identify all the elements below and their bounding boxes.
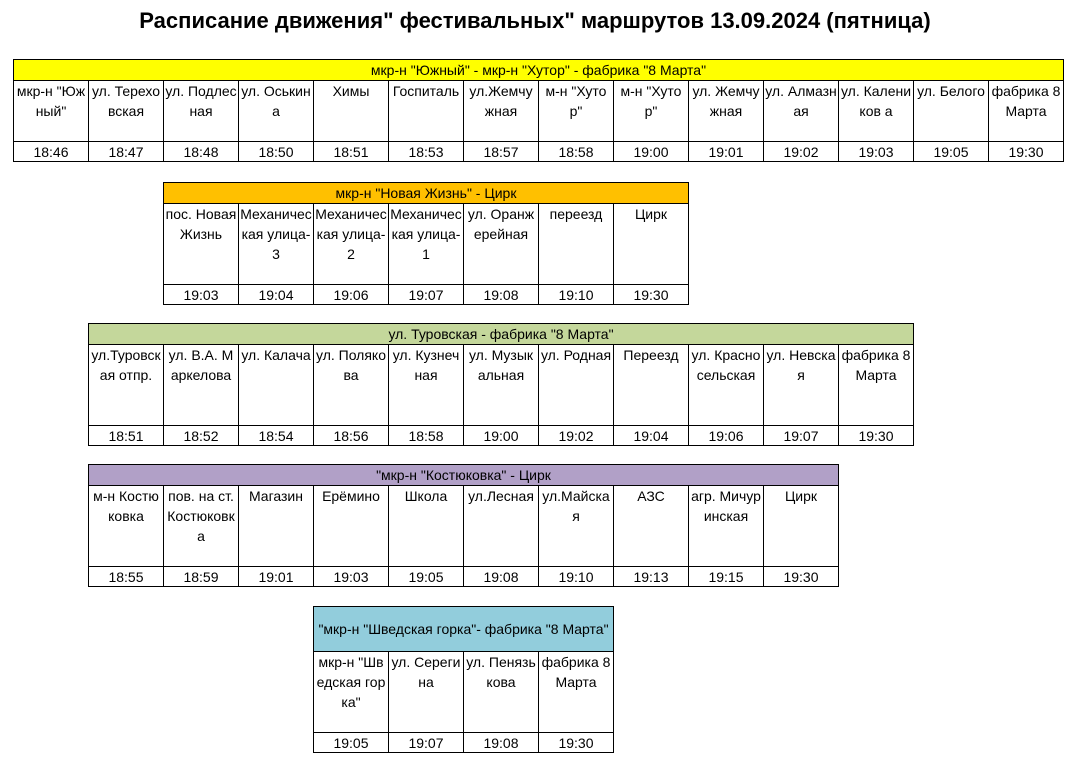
route-table-novaya-zhizn-circus — [163, 182, 689, 305]
departure-time: 18:58 — [539, 142, 614, 162]
departure-time: 19:30 — [539, 733, 614, 753]
stop-name: агр. Мичуринская — [689, 486, 764, 567]
departure-time: 18:51 — [89, 426, 164, 446]
route-table-yuzhny-khutor — [13, 59, 1064, 162]
departure-time: 19:01 — [239, 567, 314, 587]
stop-name: Цирк — [764, 486, 839, 567]
departure-time: 19:04 — [614, 426, 689, 446]
stop-name: ул. Калеников а — [839, 81, 914, 142]
departure-time: 18:50 — [239, 142, 314, 162]
route-header: "мкр-н "Костюковка" - Цирк — [89, 465, 839, 486]
departure-time: 19:30 — [839, 426, 914, 446]
departure-time: 19:02 — [539, 426, 614, 446]
departure-time: 19:30 — [989, 142, 1064, 162]
stop-name: ул. Тереховская — [89, 81, 164, 142]
departure-time: 19:06 — [689, 426, 764, 446]
stop-name: ул. Невская — [764, 345, 839, 426]
departure-time: 18:48 — [164, 142, 239, 162]
stop-name: ул. Алмазная — [764, 81, 839, 142]
stop-name: Механическая улица-3 — [239, 204, 314, 285]
stop-name: мкр-н "Шведская горка" — [314, 652, 389, 733]
route-header: мкр-н "Южный" - мкр-н "Хутор" - фабрика "8 Марта" — [14, 60, 1064, 81]
stop-name: ул. В.А. Маркелова — [164, 345, 239, 426]
stop-name: фабрика 8 Марта — [539, 652, 614, 733]
route-table-turovskaya-factory — [88, 323, 914, 446]
departure-time: 19:10 — [539, 567, 614, 587]
stop-name: ул. Полякова — [314, 345, 389, 426]
stop-name: Цирк — [614, 204, 689, 285]
stop-name: фабрика 8 Марта — [839, 345, 914, 426]
stop-name: ул. Подлесная — [164, 81, 239, 142]
stop-name: пос. Новая Жизнь — [164, 204, 239, 285]
stop-name: переезд — [539, 204, 614, 285]
departure-time: 19:07 — [389, 733, 464, 753]
departure-time: 19:08 — [464, 567, 539, 587]
stop-name: Переезд — [614, 345, 689, 426]
departure-time: 19:00 — [614, 142, 689, 162]
departure-time: 19:13 — [614, 567, 689, 587]
departure-time: 19:00 — [464, 426, 539, 446]
stop-name: ул. Серегина — [389, 652, 464, 733]
departure-time: 19:30 — [764, 567, 839, 587]
stop-name: Госпиталь — [389, 81, 464, 142]
departure-time: 18:58 — [389, 426, 464, 446]
stop-name: фабрика 8 Марта — [989, 81, 1064, 142]
stop-name: Магазин — [239, 486, 314, 567]
stop-name: Ерёмино — [314, 486, 389, 567]
departure-time: 19:03 — [164, 285, 239, 305]
departure-time: 18:52 — [164, 426, 239, 446]
departure-time: 18:57 — [464, 142, 539, 162]
stop-name: ул. Музыкальная — [464, 345, 539, 426]
departure-time: 19:08 — [464, 733, 539, 753]
departure-time: 18:47 — [89, 142, 164, 162]
departure-time: 19:06 — [314, 285, 389, 305]
departure-time: 18:54 — [239, 426, 314, 446]
departure-time: 19:03 — [314, 567, 389, 587]
stop-name: АЗС — [614, 486, 689, 567]
departure-time: 19:07 — [389, 285, 464, 305]
departure-time: 19:04 — [239, 285, 314, 305]
route-header: мкр-н "Новая Жизнь" - Цирк — [164, 183, 689, 204]
departure-time: 19:01 — [689, 142, 764, 162]
departure-time: 18:46 — [14, 142, 89, 162]
stop-name: м-н "Хутор" — [539, 81, 614, 142]
route-header: ул. Туровская - фабрика "8 Марта" — [89, 324, 914, 345]
departure-time: 19:03 — [839, 142, 914, 162]
route-table-kostyukovka-circus — [88, 464, 839, 587]
stop-name: ул. Жемчужная — [689, 81, 764, 142]
departure-time: 19:07 — [764, 426, 839, 446]
stop-name: мкр-н "Южный" — [14, 81, 89, 142]
departure-time: 19:10 — [539, 285, 614, 305]
departure-time: 19:15 — [689, 567, 764, 587]
departure-time: 19:05 — [914, 142, 989, 162]
stop-name: ул. Родная — [539, 345, 614, 426]
departure-time: 18:53 — [389, 142, 464, 162]
departure-time: 19:30 — [614, 285, 689, 305]
departure-time: 19:02 — [764, 142, 839, 162]
route-header: "мкр-н "Шведская горка"- фабрика "8 Марта" — [314, 607, 614, 652]
stop-name: ул.Майская — [539, 486, 614, 567]
stop-name: ул. Калача — [239, 345, 314, 426]
stop-name: ул. Красносельская — [689, 345, 764, 426]
stop-name: пов. на ст.Костюковка — [164, 486, 239, 567]
stop-name: м-н "Хутор" — [614, 81, 689, 142]
departure-time: 18:59 — [164, 567, 239, 587]
departure-time: 19:08 — [464, 285, 539, 305]
stop-name: ул. Кузнечная — [389, 345, 464, 426]
stop-name: Школа — [389, 486, 464, 567]
stop-name: ул.Лесная — [464, 486, 539, 567]
stop-name: м-н Костюковка — [89, 486, 164, 567]
stop-name: ул. Белого — [914, 81, 989, 142]
stop-name: ул. Оськина — [239, 81, 314, 142]
stop-name: Механическая улица-1 — [389, 204, 464, 285]
stop-name: ул.Туровская отпр. — [89, 345, 164, 426]
route-table-shvedskaya-gorka-factory — [313, 606, 614, 753]
departure-time: 18:51 — [314, 142, 389, 162]
departure-time: 19:05 — [389, 567, 464, 587]
departure-time: 18:55 — [89, 567, 164, 587]
stop-name: ул.Жемчужная — [464, 81, 539, 142]
page-title: Расписание движения" фестивальных" маршрутов 13.09.2024 (пятница) — [139, 8, 931, 33]
departure-time: 19:05 — [314, 733, 389, 753]
stop-name: ул. Оранжерейная — [464, 204, 539, 285]
stop-name: Механическая улица-2 — [314, 204, 389, 285]
stop-name: ул. Пенязькова — [464, 652, 539, 733]
stop-name: Химы — [314, 81, 389, 142]
departure-time: 18:56 — [314, 426, 389, 446]
